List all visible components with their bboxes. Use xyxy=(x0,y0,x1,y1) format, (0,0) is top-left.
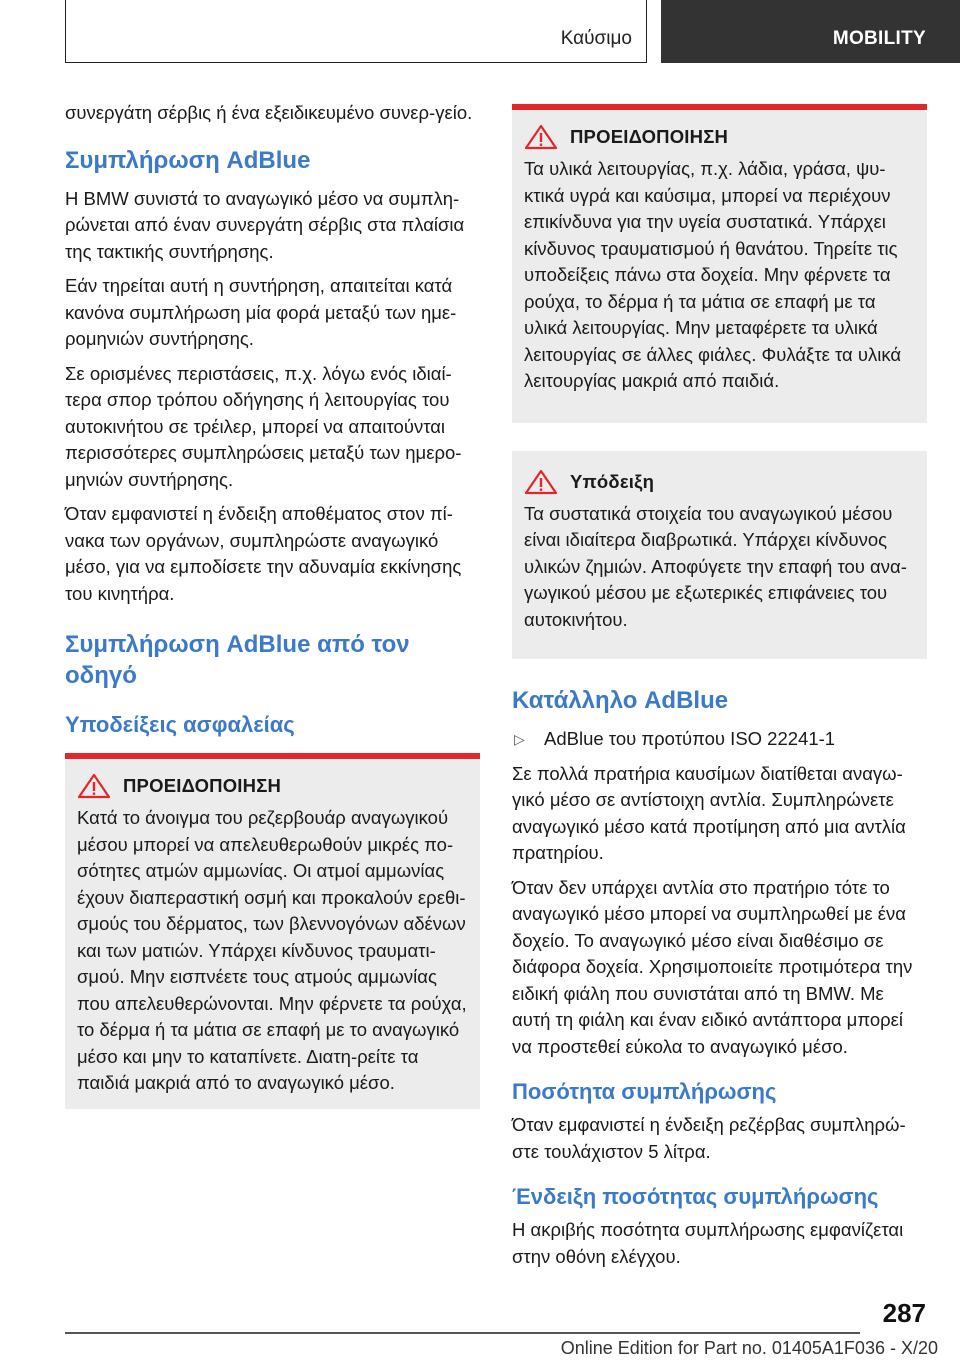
note-text: Τα συστατικά στοιχεία του αναγωγικού μέσου είναι ιδιαίτερα διαβρωτικά. Υπάρχει κίνδυνος υλικών ζημιών. Αποφύγετε την επαφή του ανα-γωγικού μέσου με εξωτερικές επιφάνειες του αυτοκινήτου. xyxy=(524,502,907,630)
footer-divider xyxy=(65,1332,860,1334)
warning-title: ΠΡΟΕΙΔΟΠΟΙΗΣΗ xyxy=(570,126,729,147)
running-header-section: Καύσιμο xyxy=(560,28,632,49)
paragraph: Σε ορισμένες περιστάσεις, π.χ. λόγω ενός ιδιαί-τερα σπορ τρόπου οδήγησης ή λειτουργίας του αυτοκινήτου σε τρέιλερ, μπορεί να απαιτούνται περισσότερες συμπληρώσεις μεταξύ των ημερο-μηνιών συντήρησης. xyxy=(65,362,462,490)
warning-text: Τα υλικά λειτουργίας, π.χ. λάδια, γράσα, ψυ-κτικά υγρά και καύσιμα, μπορεί να περιέχουν επικίνδυνα για την υγεία συστατικά. Υπάρχει κίνδυνος τραυματισμού ή θανάτου. Τηρείτε τις υποδείξεις πάνω στα δοχεία. Μην φέρνετε τα ρούχα, το δέρμα ή τα μάτια σε επαφή με τα υλικά λειτουργίας. Μην μεταφέρετε τα υλικά λειτουργίας σε άλλες φιάλες. Φυλάξτε τα υλικά λειτουργίας μακριά από παιδιά. xyxy=(524,158,902,391)
heading-safety-notes: Υποδείξεις ασφαλείας xyxy=(65,712,295,737)
right-column xyxy=(512,104,927,1278)
warning-header xyxy=(77,773,468,799)
note-header xyxy=(524,469,915,495)
running-header-section-box xyxy=(65,0,647,63)
warning-text: Κατά το άνοιγμα του ρεζερβουάρ αναγωγικού μέσου μπορεί να απελευθερωθούν μικρές πο-σότητες ατμών αμμωνίας. Οι ατμοί αμμωνίας έχουν διαπεραστική οσμή και προκαλούν ερεθι-σμούς του δέρματος, των βλεννογόνων αδένων και των ματιών. Υπάρχει κίνδυνος τραυματι-σμού. Μην εισπνέετε τους ατμούς αμμωνίας που απελευθερώνονται. Μην φέρνετε τα ρούχα, το δέρμα ή τα μάτια σε επαφή με το αναγωγικό μέσο και μην το καταπίνετε. Διατη-ρείτε τα παιδιά μακριά από το αναγωγικό μέσο. xyxy=(77,807,467,1093)
page-number: 287 xyxy=(882,1298,926,1328)
warning-header xyxy=(524,124,915,150)
heading-fill-quantity-display: Ένδειξη ποσότητας συμπλήρωσης xyxy=(512,1184,879,1209)
paragraph: Όταν εμφανιστεί η ένδειξη αποθέματος στον πί-νακα των οργάνων, συμπληρώστε αναγωγικό μέσο, για να εμποδίσετε την αδυναμία εκκίνησης του κινητήρα. xyxy=(65,503,462,604)
list-item-text: AdBlue του προτύπου ISO 22241-1 xyxy=(544,728,836,749)
running-header-chapter-box xyxy=(661,0,960,63)
warning-title: ΠΡΟΕΙΔΟΠΟΙΗΣΗ xyxy=(123,775,282,796)
footer-edition: Online Edition for Part no. 01405A1F036 - X/20 xyxy=(560,1338,938,1358)
heading-suitable-adblue: Κατάλληλο AdBlue xyxy=(512,687,729,714)
warning-triangle-icon xyxy=(524,124,558,150)
heading-fill-quantity: Ποσότητα συμπλήρωσης xyxy=(512,1079,777,1104)
left-column xyxy=(65,100,480,1119)
paragraph: Η BMW συνιστά το αναγωγικό μέσο να συμπλη-ρώνεται από έναν συνεργάτη σέρβις στα πλαίσια της τακτικής συντήρησης. xyxy=(65,187,465,262)
paragraph: συνεργάτη σέρβις ή ένα εξειδικευμένο συνερ-γείο. xyxy=(65,102,473,123)
warning-triangle-icon xyxy=(77,773,111,799)
paragraph: Όταν εμφανιστεί η ένδειξη ρεζέρβας συμπληρώ-στε τουλάχιστον 5 λίτρα. xyxy=(512,1114,906,1162)
heading-refill-by-driver: Συμπλήρωση AdBlue από τον οδηγό xyxy=(65,631,410,689)
note-title: Υπόδειξη xyxy=(570,470,655,492)
heading-refill-adblue: Συμπλήρωση AdBlue xyxy=(65,146,311,174)
warning-box xyxy=(65,753,480,1109)
note-box xyxy=(512,451,927,660)
paragraph: Σε πολλά πρατήρια καυσίμων διατίθεται αναγω-γικό μέσο σε αντίστοιχη αντλία. Συμπληρώνετε αναγωγικό μέσο κατά προτίμηση από μια αντλία πρατηρίου. xyxy=(512,762,906,863)
triangle-bullet-icon: ▷ xyxy=(514,731,525,747)
running-header-chapter: MOBILITY xyxy=(832,28,926,49)
paragraph: Εάν τηρείται αυτή η συντήρηση, απαιτείται κατά κανόνα συμπλήρωση μία φορά μεταξύ των ημε-ρομηνιών συντήρησης. xyxy=(65,275,457,349)
paragraph: Η ακριβής ποσότητα συμπλήρωσης εμφανίζεται στην οθόνη ελέγχου. xyxy=(512,1219,904,1267)
list-item xyxy=(512,726,927,753)
warning-box xyxy=(512,104,927,423)
paragraph: Όταν δεν υπάρχει αντλία στο πρατήριο τότε το αναγωγικό μέσο μπορεί να συμπληρωθεί με ένα δοχείο. Το αναγωγικό μέσο είναι διαθέσιμο σε διάφορα δοχεία. Χρησιμοποιείτε προτιμότερα την ειδική φιάλη που συνιστάται από τη BMW. Με αυτή τη φιάλη και έναν ειδικό αντάπτορα μπορεί να προστεθεί εύκολα το αναγωγικό μέσο. xyxy=(512,876,913,1057)
warning-triangle-icon xyxy=(524,469,558,495)
